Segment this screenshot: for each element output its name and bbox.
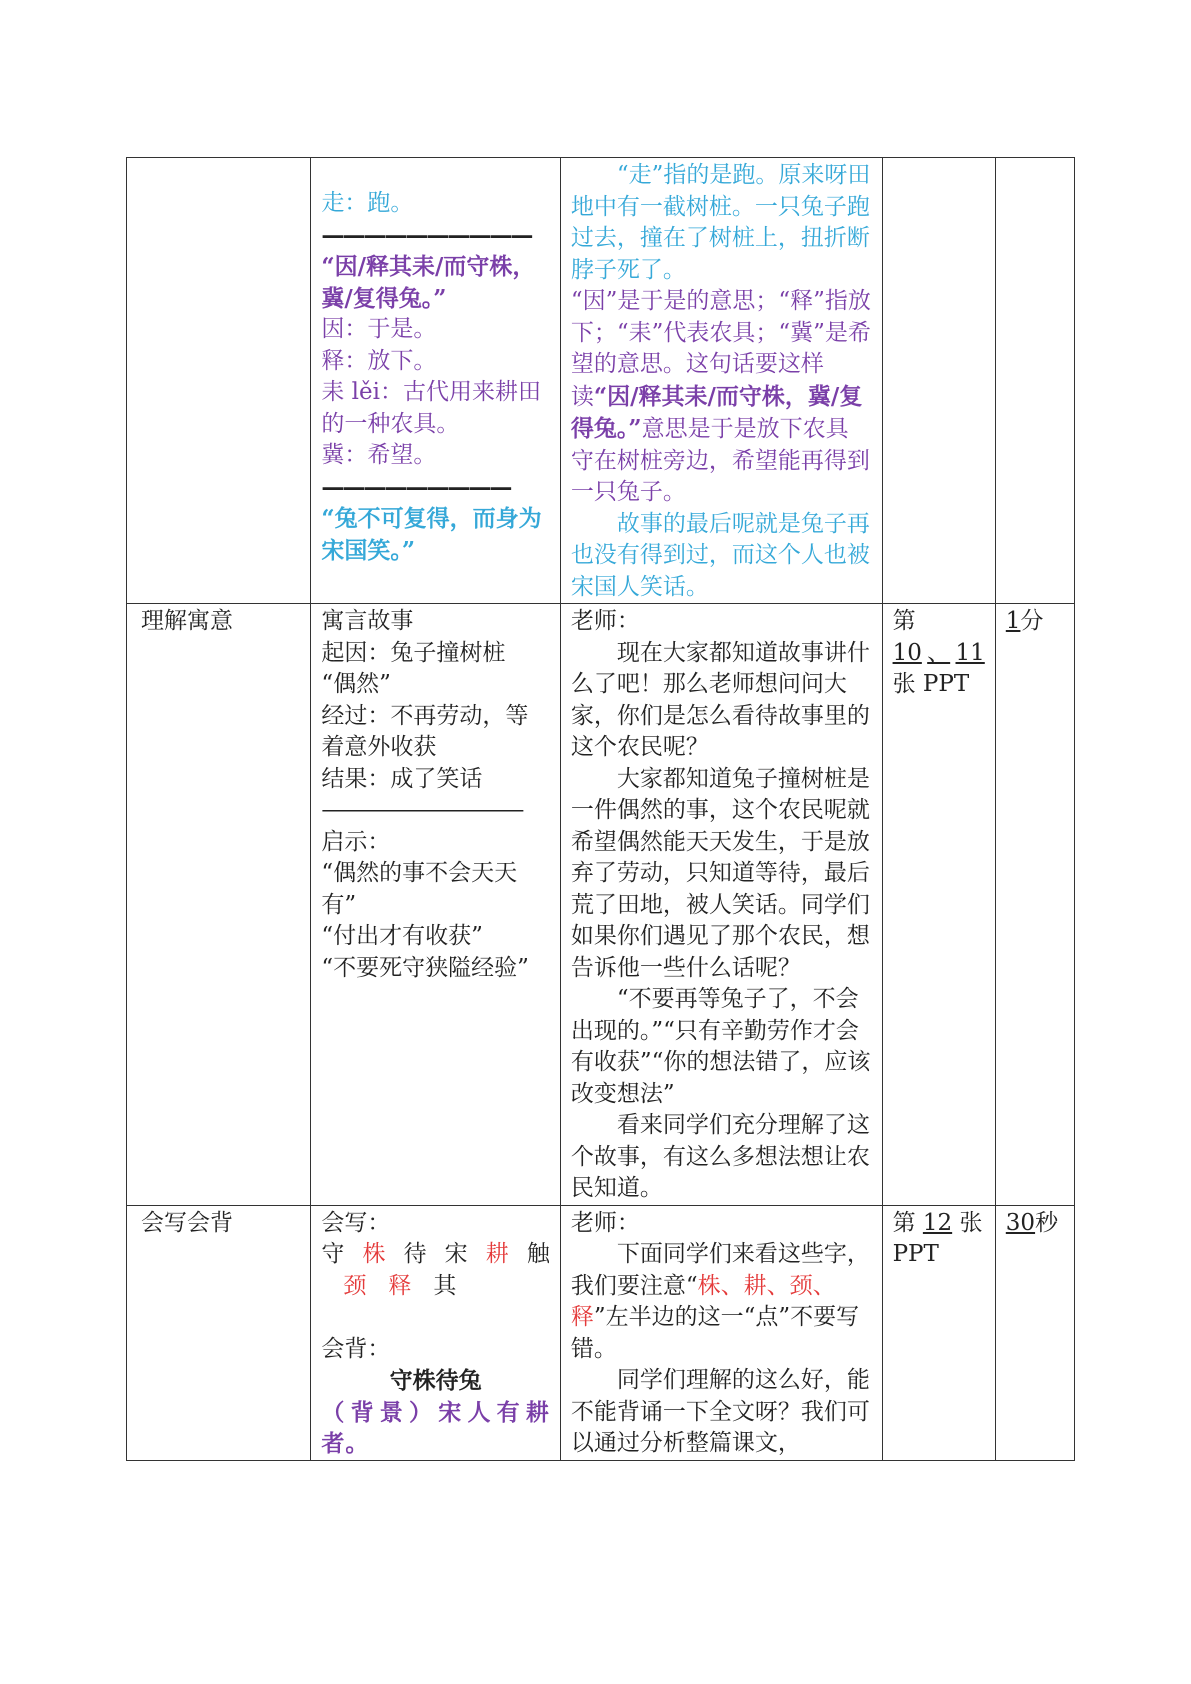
recite-text: （背景）宋人有耕者。 <box>321 1398 550 1457</box>
cell-step <box>127 1205 311 1460</box>
cell-board <box>311 1205 561 1460</box>
practice-char: 其 <box>433 1272 457 1299</box>
board-line: “付出才有收获” <box>321 923 483 949</box>
separator: —————————— <box>321 221 532 249</box>
cell-time <box>995 604 1074 1206</box>
practice-char: 耕 <box>485 1241 509 1267</box>
cell-time <box>995 158 1074 604</box>
paragraph: 现在大家都知道故事讲什么了吧！那么老师想问问大家，你们是怎么看待故事里的这个农民呢？ <box>570 639 870 760</box>
practice-char: 触 <box>526 1241 550 1267</box>
text-title: 守株待兔 <box>389 1367 482 1394</box>
table-row <box>127 158 1075 604</box>
paragraph: 同学们理解的这么好，能不能背诵一下全文呀？我们可以通过分析整篇课文， <box>570 1367 870 1456</box>
cell-ppt <box>882 158 995 604</box>
practice-char: 株 <box>362 1241 386 1267</box>
char-list <box>321 1239 550 1271</box>
note-zou: 走：跑。 <box>321 190 414 216</box>
blank-line <box>321 1302 550 1334</box>
practice-char: 待 <box>403 1241 427 1267</box>
cell-teacher-talk <box>560 1205 882 1460</box>
board-line: 经过：不再劳动，等着意外收获 <box>321 702 529 760</box>
note-ji: 冀：希望。 <box>321 442 437 468</box>
paragraph: 故事的最后呢就是兔子再也没有得到过，而这个人也被宋国人笑话。 <box>570 510 870 600</box>
cell-step <box>127 604 311 1206</box>
cell-ppt <box>882 604 995 1206</box>
paragraph: 大家都知道兔子撞树桩是一件偶然的事，这个农民呢就希望偶然能天天发生，于是放弃了劳动，只知道等待，最后荒了田地，被人笑话。同学们如果你们遇见了那个农民，想告诉他一些什么话呢？ <box>570 765 870 981</box>
separator: —————————— <box>321 797 522 823</box>
paragraph: “因”是于是的意思；“释”指放下；“耒”代表农具；“冀”是希望的意思。这句话要这样读“因/释其耒/而守株，冀/复得兔。”意思是于是放下农具守在树桩旁边，希望能再得到一只兔子。 <box>570 288 871 505</box>
ppt-label: 张 PPT <box>892 671 970 697</box>
table-row <box>127 604 1075 1206</box>
separator: ————————— <box>321 473 511 501</box>
board-line: 起因：兔子撞树桩 <box>321 639 506 666</box>
ppt-label: 第 12 张 PPT <box>892 1209 983 1267</box>
speaker-label: 老师： <box>570 608 640 634</box>
practice-char: 守 <box>321 1241 345 1267</box>
note-shi: 释：放下。 <box>321 347 437 374</box>
cell-time <box>995 1205 1074 1460</box>
time-value: 30秒 <box>1005 1209 1059 1236</box>
paragraph: 下面同学们来看这些字，我们要注意“株、耕、颈、释”左半边的这一“点”不要写错。 <box>570 1241 870 1362</box>
lesson-plan-table <box>126 157 1075 1461</box>
quote-text: “兔不可复得，而身为宋国笑。” <box>321 505 542 564</box>
practice-char: 颈 <box>343 1272 367 1299</box>
speaker-label: 老师： <box>570 1209 640 1236</box>
cell-teacher-talk <box>560 158 882 604</box>
board-line: 寓言故事 <box>321 608 414 634</box>
quote-text: “因/释其耒/而守株，冀/复得兔。” <box>321 253 536 312</box>
cell-teacher-talk <box>560 604 882 1206</box>
char-list <box>321 1271 550 1303</box>
ppt-numbers: 10 、 11 <box>892 639 985 666</box>
board-line: 结果：成了笑话 <box>321 765 483 792</box>
time-value: 1分 <box>1005 608 1044 634</box>
cell-board <box>311 158 561 604</box>
cell-board <box>311 604 561 1206</box>
board-line: “偶然” <box>321 671 391 697</box>
step-title: 会写会背 <box>141 1209 233 1236</box>
cell-step <box>127 158 311 604</box>
paragraph: “不要再等兔子了，不会出现的。”“只有辛勤劳作才会有收获”“你的想法错了，应该改变想法” <box>570 986 871 1107</box>
note-lei: 耒 lěi：古代用来耕田的一种农具。 <box>321 379 542 437</box>
board-line: 启示： <box>321 828 391 855</box>
note-yin: 因：于是。 <box>321 316 437 342</box>
write-label: 会写： <box>321 1209 391 1236</box>
table-row <box>127 1205 1075 1460</box>
practice-char: 宋 <box>444 1241 468 1267</box>
recite-label: 会背： <box>321 1335 391 1362</box>
ppt-label: 第 <box>892 608 916 634</box>
board-line: “不要死守狭隘经验” <box>321 954 529 981</box>
paragraph: 看来同学们充分理解了这个故事，有这么多想法想让农民知道。 <box>570 1112 870 1201</box>
board-line: “偶然的事不会天天有” <box>321 860 518 918</box>
cell-ppt <box>882 1205 995 1460</box>
step-title: 理解寓意 <box>141 608 233 634</box>
practice-char: 释 <box>388 1272 412 1299</box>
paragraph: “走”指的是跑。原来呀田地中有一截树桩。一只兔子跑过去，撞在了树桩上，扭折断脖子死了。 <box>570 162 871 283</box>
